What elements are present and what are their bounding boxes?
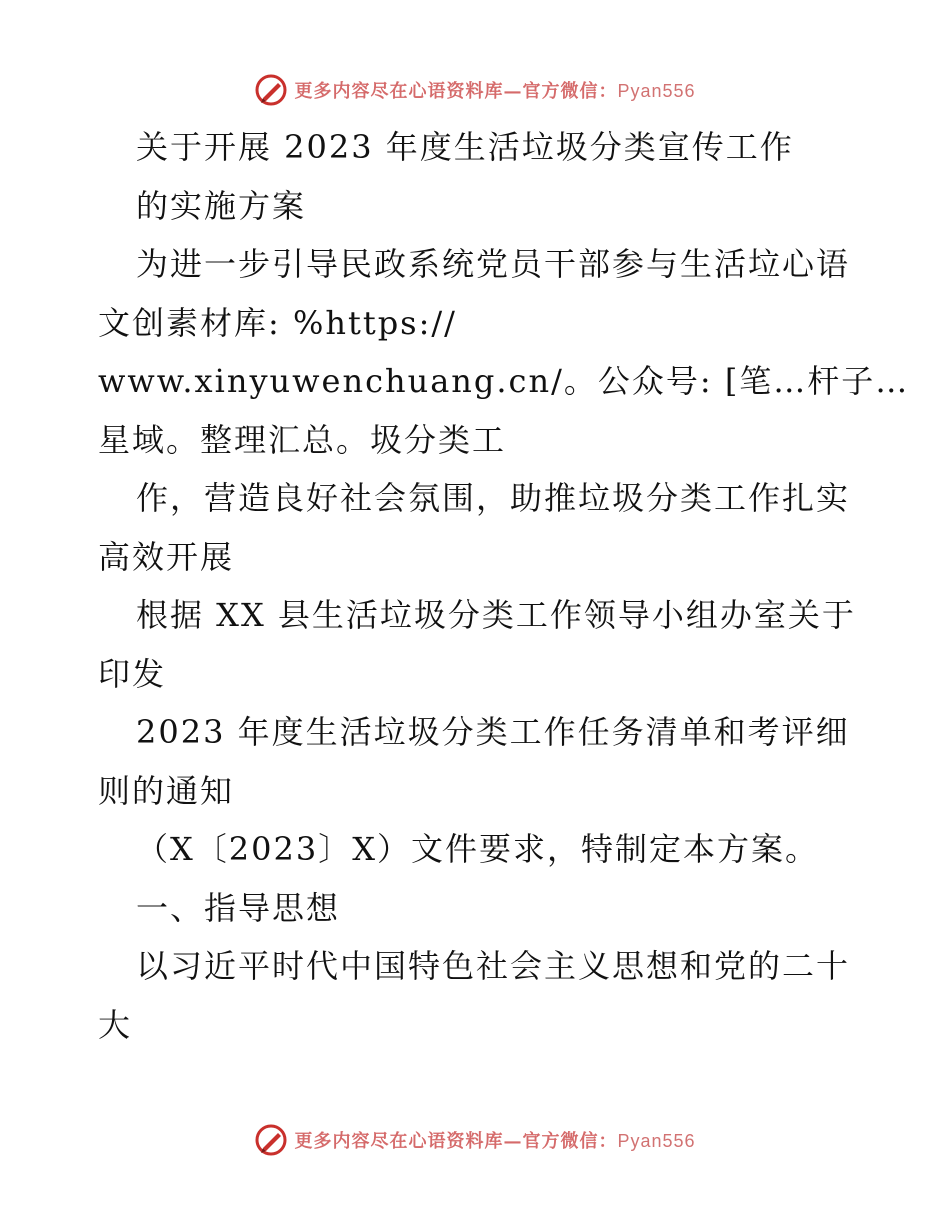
text-line: 的实施方案 <box>136 186 307 225</box>
text-line: （X〔2023〕X）文件要求，特制定本方案。 <box>136 830 820 868</box>
text-line: 为进一步引导民政系统党员干部参与生活垃心语 <box>136 245 851 283</box>
text-line: 大 <box>98 1005 133 1044</box>
header-watermark <box>0 70 950 110</box>
footer-watermark <box>0 1120 950 1160</box>
text-line: 2023 年度生活垃圾分类工作任务清单和考评细 <box>136 713 850 751</box>
text-line: 星域。整理汇总。圾分类工 <box>98 420 507 459</box>
text-line: 一、指导思想 <box>136 888 341 927</box>
text-line: 作，营造良好社会氛围，助推垃圾分类工作扎实 <box>136 479 851 517</box>
pen-circle-logo-icon <box>254 1123 288 1157</box>
pen-circle-logo-icon <box>254 73 288 107</box>
text-line: 文创素材库: %https:// <box>98 303 457 342</box>
document-body <box>98 118 910 1054</box>
watermark-text: 更多内容尽在心语资料库—官方微信：Pyan556 <box>294 81 696 102</box>
text-line: 以习近平时代中国特色社会主义思想和党的二十 <box>136 947 851 985</box>
text-line: 高效开展 <box>98 537 235 576</box>
watermark-text: 更多内容尽在心语资料库—官方微信：Pyan556 <box>294 1131 696 1152</box>
text-line: 根据 XX 县生活垃圾分类工作领导小组办室关于 <box>136 596 856 634</box>
text-line: 则的通知 <box>98 771 235 810</box>
text-line: www.xinyuwenchuang.cn/。公众号: [笔…杆子… <box>98 362 910 400</box>
text-line: 关于开展 2023 年度生活垃圾分类宣传工作 <box>136 128 794 166</box>
text-line: 印发 <box>98 654 167 693</box>
